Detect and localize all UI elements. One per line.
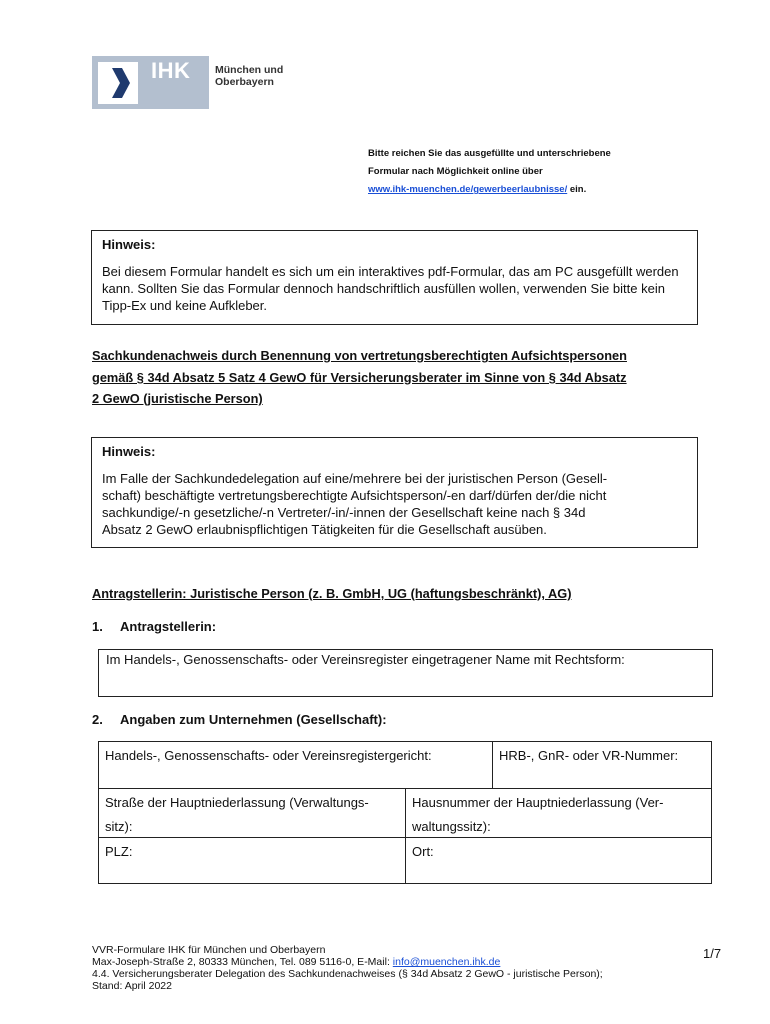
register-number-field[interactable] xyxy=(492,741,712,789)
hint-line2: schaft) beschäftigte vertretungsberechtigte Aufsichtsperson/-en darf/dürfen der/die nicht xyxy=(102,488,607,503)
applicant-heading: Antragstellerin: Juristische Person (z. B. GmbH, UG (haftungsbeschränkt), AG) xyxy=(92,586,572,601)
hint-box-interactive-form xyxy=(91,230,698,325)
city-label: Ort: xyxy=(412,844,434,859)
footer-line1: VVR-Formulare IHK für München und Oberbayern xyxy=(92,944,326,956)
logo-subtitle-line2: Oberbayern xyxy=(215,76,274,88)
street-label-line2: sitz): xyxy=(105,819,133,834)
notice-line3 xyxy=(368,181,611,199)
register-number-label: HRB-, GnR- oder VR-Nummer: xyxy=(499,748,679,763)
submission-notice xyxy=(368,145,611,199)
house-number-label-line1: Hausnummer der Hauptniederlassung (Ver- xyxy=(412,795,664,810)
zip-field[interactable] xyxy=(98,837,406,884)
footer-line4: Stand: April 2022 xyxy=(92,980,172,992)
house-number-field[interactable] xyxy=(405,788,712,838)
footer-address: Max-Joseph-Straße 2, 80333 München, Tel. 089 5116-0, E-Mail: xyxy=(92,956,393,968)
house-number-label-line2: waltungssitz): xyxy=(412,819,491,834)
section-number: 1. xyxy=(92,619,103,634)
street-field[interactable] xyxy=(98,788,406,838)
logo-brand-text: IHK xyxy=(151,58,191,83)
notice-line2: Formular nach Möglichkeit online über xyxy=(368,166,543,177)
city-field[interactable] xyxy=(405,837,712,884)
logo-subtitle xyxy=(215,64,283,88)
hint-box-delegation xyxy=(91,437,698,548)
section-number: 2. xyxy=(92,712,103,727)
page-footer xyxy=(92,944,603,992)
form-heading xyxy=(92,345,712,410)
hint-line3: sachkundige/-n gesetzliche/-n Vertreter/-in/-innen der Gesellschaft keine nach § 34d xyxy=(102,505,586,520)
zip-label: PLZ: xyxy=(105,844,133,859)
street-label-line1: Straße der Hauptniederlassung (Verwaltungs- xyxy=(105,795,369,810)
hint-text: Bei diesem Formular handelt es sich um ein interaktives pdf-Formular, das am PC ausgefüllt werden kann. Sollten Sie das Formular dennoch handschriftlich ausfüllen wollen, verwenden Sie bitte kein Tipp-Ex und keine Aufkleber. xyxy=(102,264,679,313)
registered-name-label: Im Handels-, Genossenschafts- oder Vereinsregister eingetragener Name mit Rechtsform: xyxy=(106,652,625,667)
notice-suffix: ein. xyxy=(567,184,587,195)
register-court-label: Handels-, Genossenschafts- oder Vereinsregistergericht: xyxy=(105,748,432,763)
footer-email-link[interactable]: info@muenchen.ihk.de xyxy=(392,956,501,968)
section-applicant-title xyxy=(92,619,216,634)
hint-title: Hinweis: xyxy=(102,444,156,459)
section-title: Angaben zum Unternehmen (Gesellschaft): xyxy=(120,712,387,727)
notice-line1: Bitte reichen Sie das ausgefüllte und unterschriebene xyxy=(368,148,611,159)
notice-link[interactable]: www.ihk-muenchen.de/gewerbeerlaubnisse/ xyxy=(368,184,568,195)
hint-title: Hinweis: xyxy=(102,237,156,252)
page-number: 1/7 xyxy=(703,946,722,961)
register-court-field[interactable] xyxy=(98,741,493,789)
footer-line2 xyxy=(92,956,603,968)
ihk-logo-mark-icon xyxy=(98,62,138,104)
form-heading-line2: gemäß § 34d Absatz 5 Satz 4 GewO für Versicherungsberater im Sinne von § 34d Absatz xyxy=(92,369,627,385)
hint-text xyxy=(102,470,687,538)
section-company-title xyxy=(92,712,387,727)
hint-line1: Im Falle der Sachkundedelegation auf eine/mehrere bei der juristischen Person (Gesell- xyxy=(102,471,608,486)
logo-subtitle-line1: München und xyxy=(215,64,284,76)
hint-line4: Absatz 2 GewO erlaubnispflichtigen Tätigkeiten für die Gesellschaft ausüben. xyxy=(102,522,547,537)
registered-name-field[interactable] xyxy=(98,649,713,697)
form-heading-line3: 2 GewO (juristische Person) xyxy=(92,391,263,406)
footer-line3: 4.4. Versicherungsberater Delegation des Sachkundenachweises (§ 34d Absatz 2 GewO - juristische Person); xyxy=(92,968,603,980)
section-title: Antragstellerin: xyxy=(120,619,217,634)
form-heading-line1: Sachkundenachweis durch Benennung von vertretungsberechtigten Aufsichtspersonen xyxy=(92,348,627,363)
